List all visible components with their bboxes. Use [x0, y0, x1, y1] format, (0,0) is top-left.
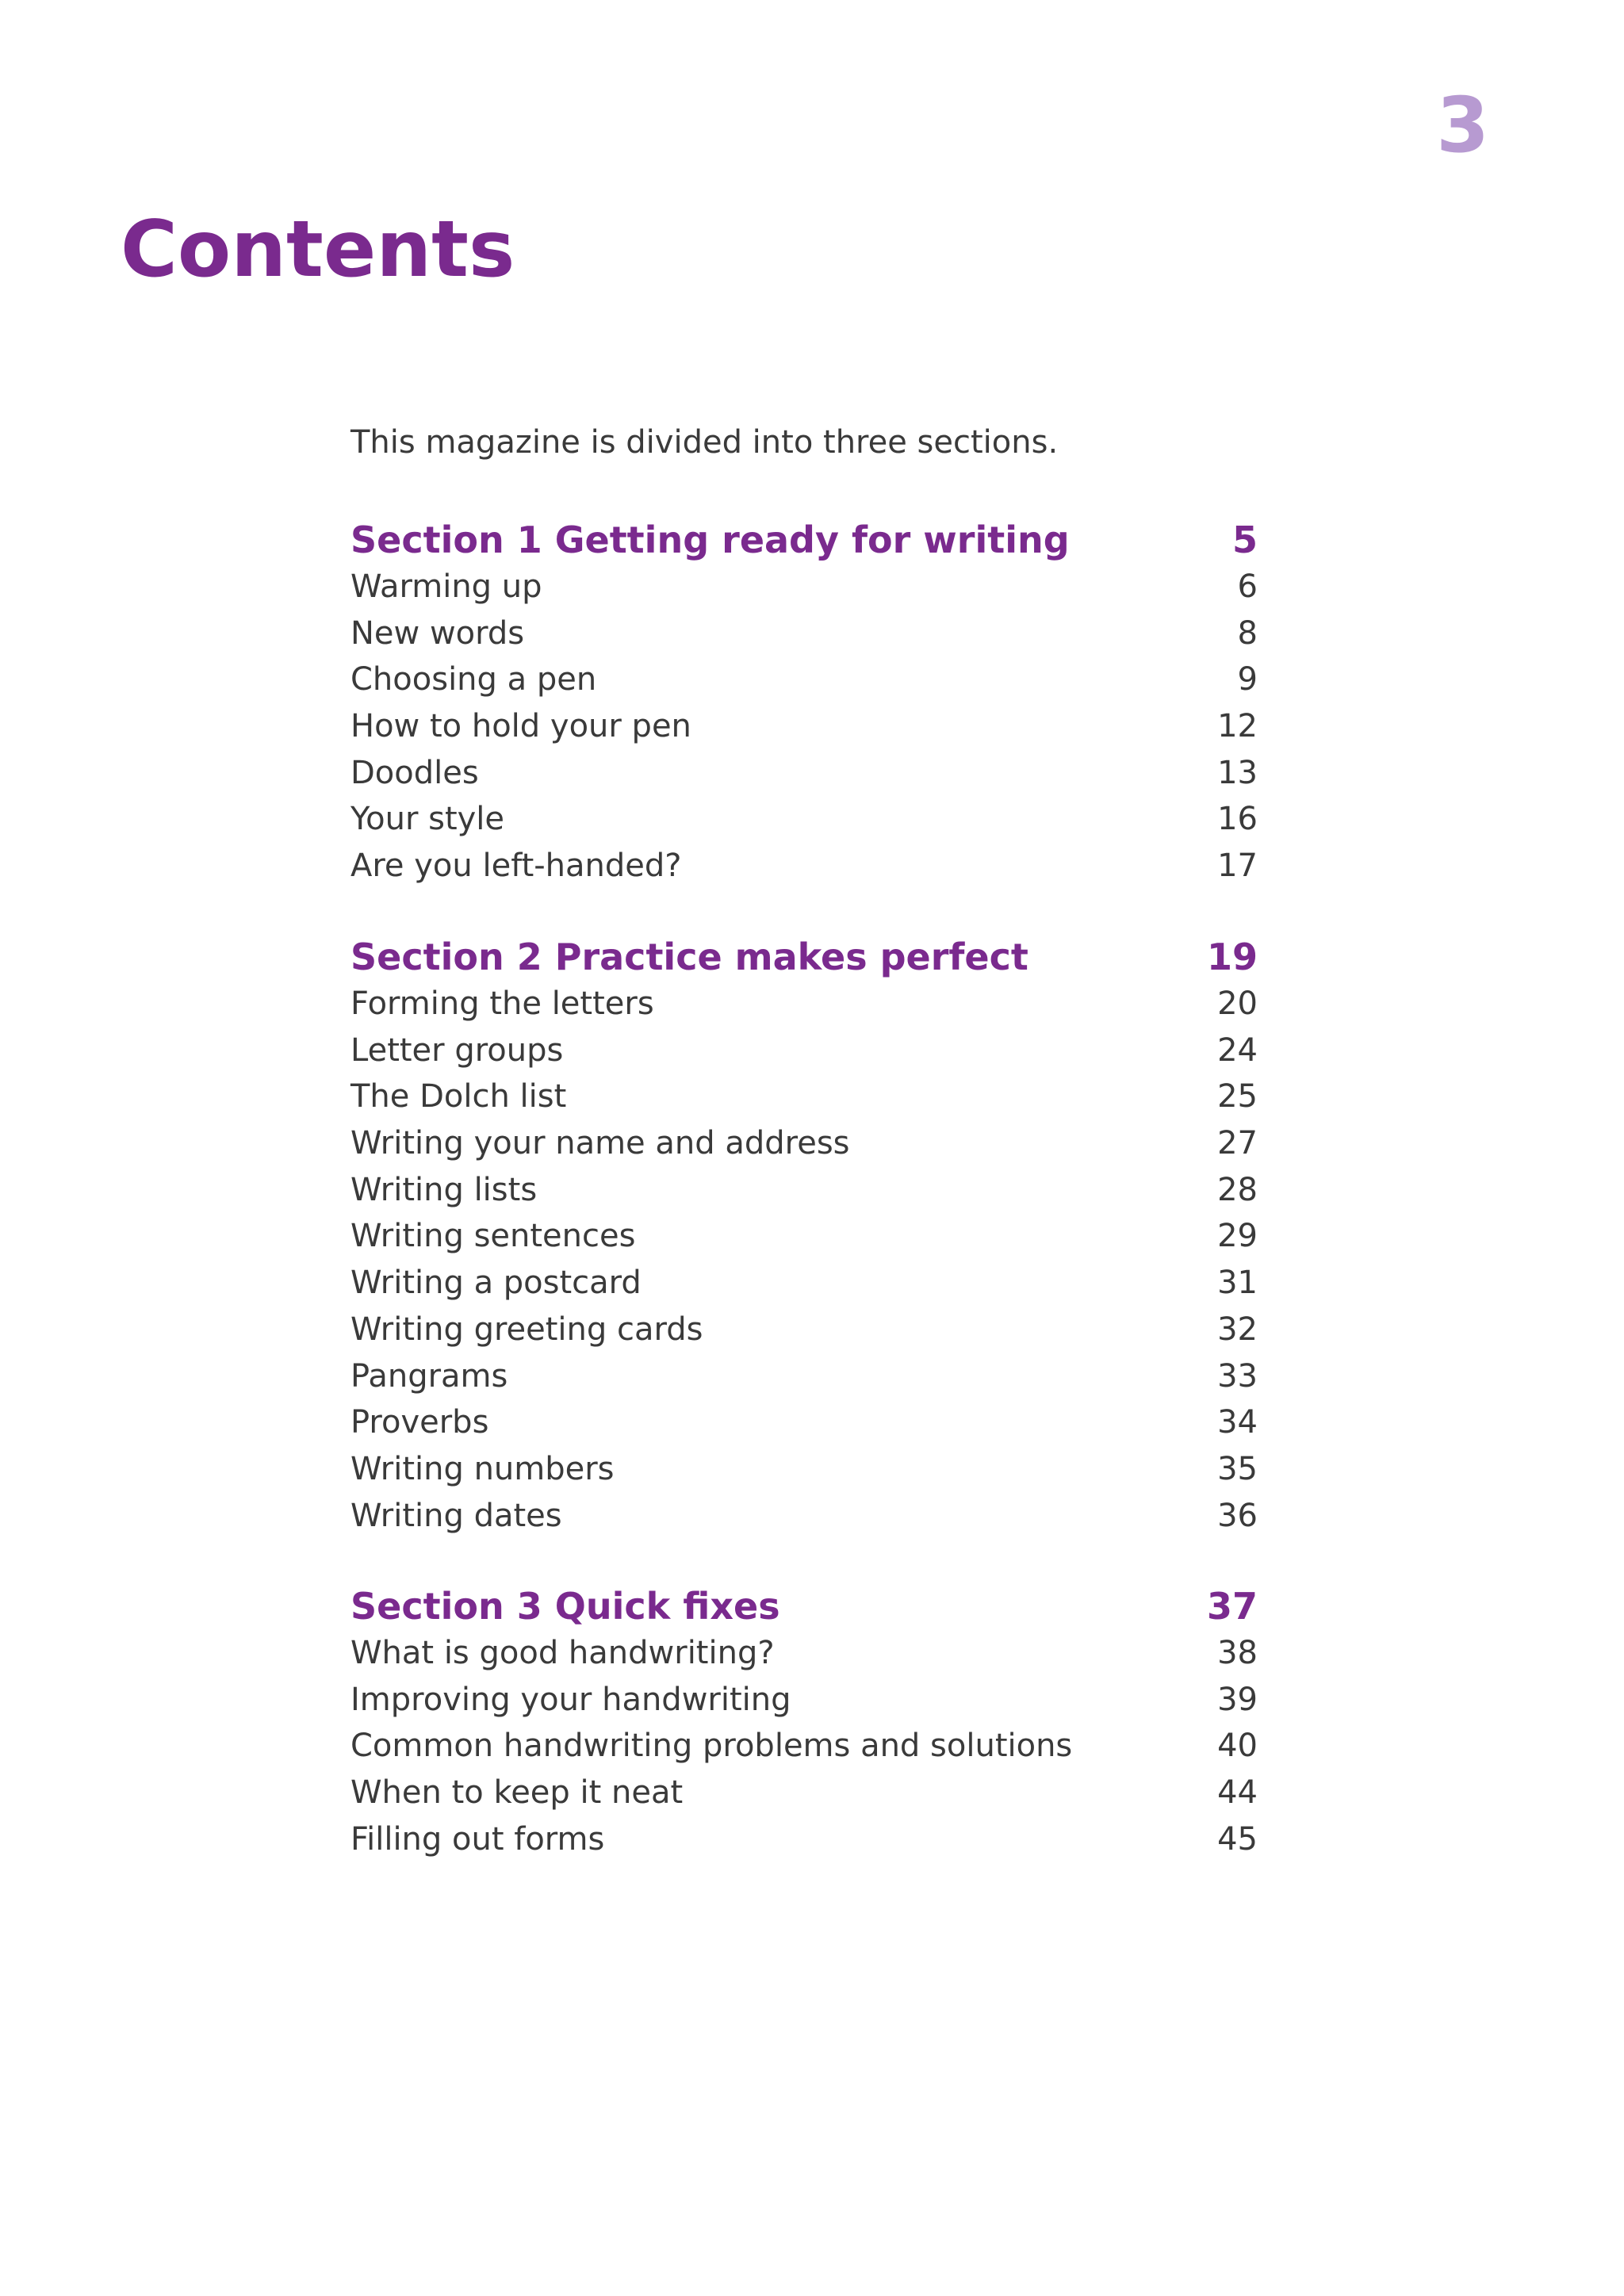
toc-section-heading[interactable] — [350, 1583, 1258, 1630]
toc-entry-page: 28 — [1217, 1171, 1258, 1208]
toc-entry[interactable] — [350, 1723, 1258, 1770]
toc-entry[interactable] — [350, 1492, 1258, 1539]
toc-entry-label: Choosing a pen — [350, 661, 597, 698]
toc-entry-page: 35 — [1217, 1450, 1258, 1487]
toc-entry-label: New words — [350, 614, 525, 652]
toc-entry[interactable] — [350, 1307, 1258, 1353]
toc-entry-label: When to keep it neat — [350, 1774, 684, 1812]
section-heading-label: Section 3 Quick fixes — [350, 1585, 780, 1628]
toc-entry-page: 33 — [1217, 1357, 1258, 1395]
toc-entry-label: How to hold your pen — [350, 708, 691, 745]
toc-entry-label: Writing a postcard — [350, 1265, 642, 1302]
toc-entry-page: 8 — [1237, 614, 1258, 652]
toc-entry-label: Writing your name and address — [350, 1125, 850, 1162]
page-number: 3 — [1436, 81, 1489, 170]
toc-entry[interactable] — [350, 1166, 1258, 1213]
toc-entry-page: 20 — [1217, 985, 1258, 1023]
toc-entry[interactable] — [350, 1676, 1258, 1723]
toc-entry-label: Proverbs — [350, 1404, 489, 1441]
toc-section-heading[interactable] — [350, 517, 1258, 564]
toc-entry-label: Writing sentences — [350, 1218, 636, 1255]
section-heading-label: Section 2 Practice makes perfect — [350, 936, 1028, 979]
toc-section-2 — [350, 934, 1258, 1539]
toc-entry-label: Your style — [350, 801, 505, 838]
toc-entry[interactable] — [350, 1073, 1258, 1120]
toc-entry[interactable] — [350, 1213, 1258, 1260]
toc-entry-page: 44 — [1217, 1774, 1258, 1812]
toc-entry-label: Writing greeting cards — [350, 1311, 703, 1348]
toc-entry-page: 32 — [1217, 1311, 1258, 1348]
toc-entry-page: 17 — [1217, 848, 1258, 885]
toc-entry[interactable] — [350, 749, 1258, 796]
section-heading-page: 19 — [1206, 936, 1258, 979]
toc-entry-page: 13 — [1217, 754, 1258, 791]
toc-entry-page: 25 — [1217, 1078, 1258, 1115]
toc-entry-label: Forming the letters — [350, 985, 654, 1023]
toc-entry-label: Pangrams — [350, 1357, 508, 1395]
toc-entry-page: 38 — [1217, 1635, 1258, 1672]
toc-section-1 — [350, 517, 1258, 890]
toc-entry-page: 9 — [1237, 661, 1258, 698]
toc-section-3 — [350, 1583, 1258, 1862]
toc-entry[interactable] — [350, 1446, 1258, 1493]
toc-entry[interactable] — [350, 1353, 1258, 1399]
toc-entry-page: 34 — [1217, 1404, 1258, 1441]
toc-entry-page: 6 — [1237, 568, 1258, 606]
toc-entry-label: Letter groups — [350, 1031, 564, 1069]
toc-entry-page: 29 — [1217, 1218, 1258, 1255]
toc-entry-label: Improving your handwriting — [350, 1681, 791, 1718]
toc-entry-page: 39 — [1217, 1681, 1258, 1718]
toc-entry-page: 36 — [1217, 1497, 1258, 1534]
toc-entry-label: Filling out forms — [350, 1820, 605, 1858]
toc-entry-label: Writing dates — [350, 1497, 562, 1534]
toc-entry[interactable] — [350, 656, 1258, 703]
page-title: Contents — [121, 205, 515, 295]
toc-entry-page: 24 — [1217, 1031, 1258, 1069]
toc-entry[interactable] — [350, 1399, 1258, 1446]
toc-entry[interactable] — [350, 1630, 1258, 1677]
toc-entry-label: Writing lists — [350, 1171, 538, 1208]
toc-entry-page: 12 — [1217, 708, 1258, 745]
toc-entry[interactable] — [350, 1027, 1258, 1073]
toc-entry[interactable] — [350, 843, 1258, 890]
toc-entry-page: 45 — [1217, 1820, 1258, 1858]
toc-entry[interactable] — [350, 1120, 1258, 1167]
toc-entry[interactable] — [350, 1260, 1258, 1307]
toc-entry[interactable] — [350, 564, 1258, 610]
section-heading-page: 37 — [1206, 1585, 1258, 1628]
toc-entry-label: Warming up — [350, 568, 542, 606]
intro-text: This magazine is divided into three sections. — [350, 424, 1059, 461]
toc-entry[interactable] — [350, 796, 1258, 843]
toc-entry-page: 27 — [1217, 1125, 1258, 1162]
toc-entry[interactable] — [350, 981, 1258, 1027]
toc-entry-page: 16 — [1217, 801, 1258, 838]
section-heading-page: 5 — [1231, 519, 1258, 562]
toc-entry-label: What is good handwriting? — [350, 1635, 775, 1672]
toc-entry[interactable] — [350, 703, 1258, 750]
toc-entry[interactable] — [350, 1816, 1258, 1862]
toc-entry-label: Doodles — [350, 754, 479, 791]
section-heading-label: Section 1 Getting ready for writing — [350, 519, 1070, 562]
toc-entry[interactable] — [350, 1770, 1258, 1816]
toc-entry-label: Writing numbers — [350, 1450, 615, 1487]
toc-section-heading[interactable] — [350, 934, 1258, 981]
toc-entry-label: Common handwriting problems and solutions — [350, 1728, 1073, 1765]
toc-entry-page: 40 — [1217, 1728, 1258, 1765]
toc-entry[interactable] — [350, 610, 1258, 656]
toc-entry-label: Are you left-handed? — [350, 848, 682, 885]
toc-entry-label: The Dolch list — [350, 1078, 567, 1115]
toc-entry-page: 31 — [1217, 1265, 1258, 1302]
